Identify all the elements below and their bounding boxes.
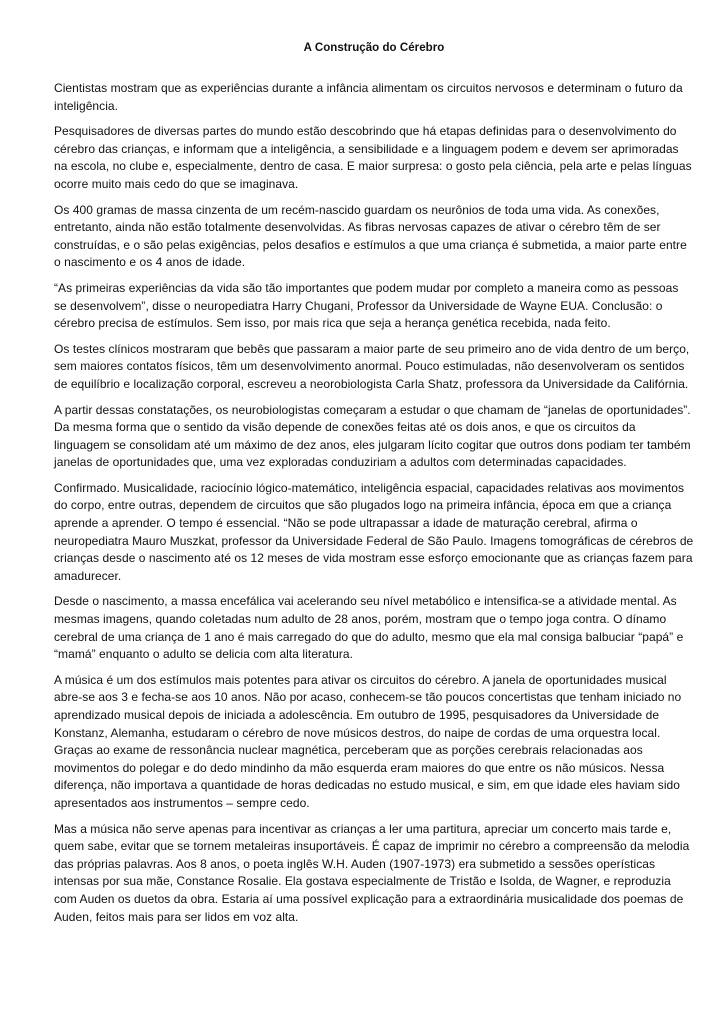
paragraph: A partir dessas constatações, os neurobiologistas começaram a estudar o que chamam de “janelas de oportunidades”. Da mesma forma que o sentido da visão depende de conexões feitas até os dois anos, e que os circuitos da linguagem se consolidam até um máximo de dez anos, eles julgaram lícito cogitar que outros dons podiam ter também janelas de oportunidades que, uma vez exploradas conduziriam a adultos com determinadas capacidades. — [54, 402, 691, 470]
paragraph: Confirmado. Musicalidade, raciocínio lógico-matemático, inteligência espacial, capacidades relativas aos movimentos do corpo, entre outras, dependem de circuitos que são plugados logo na primeira infância, época em que a criança aprende a aprender. O tempo é essencial. “Não se pode ultrapassar a idade de maturação cerebral, afirma o neuropediatra Mauro Muszkat, professor da Universidade Federal de São Paulo. Imagens tomográficas de cérebros de crianças desde o nascimento até os 12 meses de vida mostram esse esforço emocionante que as crianças fazem para amadurecer. — [54, 480, 694, 583]
paragraph: Os 400 gramas de massa cinzenta de um recém-nascido guardam os neurônios de toda uma vida. As conexões, entretanto, ainda não estão totalmente desenvolvidas. As fibras nervosas capazes de ativar o cérebro têm de ser construídas, e o são pelas exigências, pelos desafios e estímulos a que uma criança é submetida, a maior parte entre o nascimento e os 4 anos de idade. — [54, 202, 687, 270]
paragraph: “As primeiras experiências da vida são tão importantes que podem mudar por completo a maneira como as pessoas se desenvolvem”, disse o neuropediatra Harry Chugani, Professor da Universidade de Wayne EUA. Conclusão: o cérebro precisa de estímulos. Sem isso, por mais rica que seja a herança genética recebida, nada feito. — [54, 280, 679, 331]
document-page — [54, 40, 694, 934]
paragraph-intro: Cientistas mostram que as experiências durante a infância alimentam os circuitos nervosos e determinam o futuro da inteligência. — [54, 81, 683, 113]
paragraph: A música é um dos estímulos mais potentes para ativar os circuitos do cérebro. A janela de oportunidades musical abre-se aos 3 e fecha-se aos 10 anos. Não por acaso, conhecem-se tão poucos concertistas que tenham iniciado no aprendizado musical depois de iniciada a adolescência. Em outubro de 1995, pesquisadores da Universidade de Konstanz, Alemanha, estudaram o cérebro de nove músicos destros, do naipe de cordas de uma orquestra local. Graças ao exame de ressonância nuclear magnética, perceberam que as porções cerebrais relacionadas aos movimentos do polegar e do dedo mindinho da mão esquerda eram maiores do que entre os não músicos. Nessa diferença, não importava a quantidade de horas dedicadas no estudo musical, e sim, em que idade eles haviam sido apresentados aos instrumentos – sempre cedo. — [54, 672, 682, 810]
document-title: A Construção do Cérebro — [303, 42, 445, 54]
paragraph: Pesquisadores de diversas partes do mundo estão descobrindo que há etapas definidas para o desenvolvimento do cérebro das crianças, e informam que a inteligência, a sensibilidade e a linguagem podem e devem ser aprimoradas na escola, no clube e, especialmente, dentro de casa. E maior surpresa: o gosto pela ciência, pela arte e pelas línguas ocorre muito mais cedo do que se imaginava. — [54, 124, 692, 191]
paragraph: Desde o nascimento, a massa encefálica vai acelerando seu nível metabólico e intensifica-se a atividade mental. As mesmas imagens, quando coletadas num adulto de 28 anos, porém, mostram que o tempo joga contra. O dínamo cerebral de uma criança de 1 ano é mais carregado do que do adulto, mesmo que ela mal consiga balbuciar “papá” e “mamá” enquanto o adulto se delicia com alta literatura. — [54, 594, 684, 662]
paragraph: Mas a música não serve apenas para incentivar as crianças a ler uma partitura, apreciar um concerto mais tarde e, quem sabe, evitar que se tornem metaleiras insuportáveis. É capaz de imprimir no cérebro a compreensão da melodia das próprias palavras. Aos 8 anos, o poeta inglês W.H. Auden (1907-1973) era submetido a sessões operísticas intensas por sua mãe, Constance Rosalie. Ela gostava especialmente de Tristão e Isolda, de Wagner, e reproduzia com Auden os duetos da obra. Estaria aí uma possível explicação para a extraordinária musicalidade dos poemas de Auden, feitos mais para ser lidos em voz alta. — [54, 821, 690, 924]
paragraph: Os testes clínicos mostraram que bebês que passaram a maior parte de seu primeiro ano de vida dentro de um berço, sem maiores contatos físicos, têm um desenvolvimento anormal. Pouco estimuladas, não desenvolveram os sentidos de equilíbrio e localização corporal, escreveu a neorobiologista Carla Shatz, professora da Universidade da Califórnia. — [54, 341, 690, 391]
